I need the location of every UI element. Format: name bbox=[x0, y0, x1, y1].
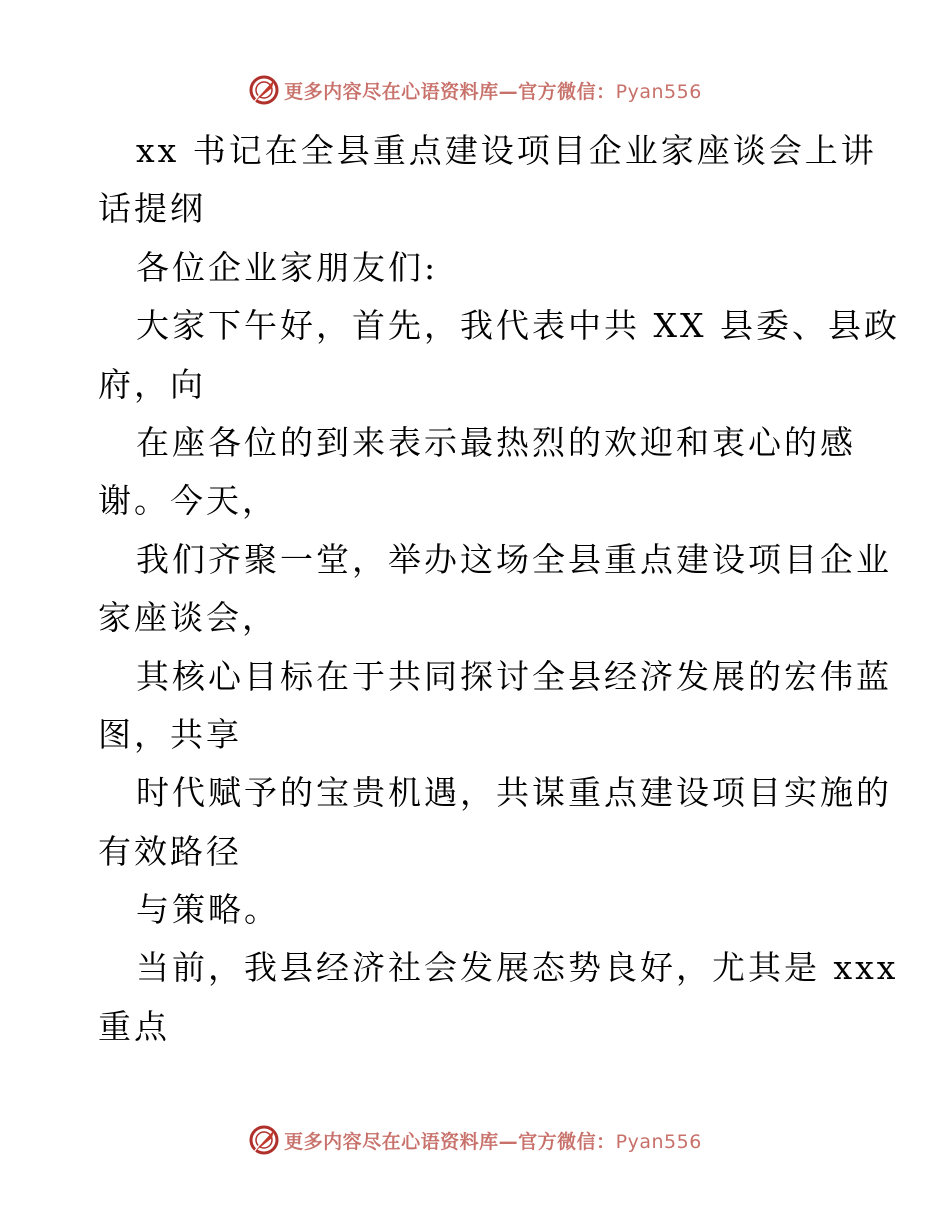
text-line: 谢。今天， bbox=[98, 481, 278, 521]
header-watermark bbox=[0, 70, 950, 110]
text-line: 重点 bbox=[98, 1006, 170, 1046]
text-line: 时代赋予的宝贵机遇，共谋重点建设项目实施的 bbox=[136, 773, 892, 813]
text-line: 与策略。 bbox=[136, 890, 280, 930]
quill-logo-icon bbox=[248, 74, 280, 106]
text-line: 话提纲 bbox=[98, 189, 206, 229]
text-line: 图，共享 bbox=[98, 714, 242, 754]
footer-watermark bbox=[0, 1120, 950, 1160]
text-line: 府，向 bbox=[98, 364, 206, 404]
text-line: 家座谈会， bbox=[98, 598, 278, 638]
text-line: 各位企业家朋友们: bbox=[136, 247, 439, 287]
watermark-text: 更多内容尽在心语资料库—官方微信：Pyan556 bbox=[284, 1130, 702, 1153]
text-line: 其核心目标在于共同探讨全县经济发展的宏伟蓝 bbox=[136, 656, 892, 696]
text-line: 有效路径 bbox=[98, 831, 242, 871]
text-line: xx 书记在全县重点建设项目企业家座谈会上讲 bbox=[136, 131, 877, 170]
text-line: 在座各位的到来表示最热烈的欢迎和衷心的感 bbox=[136, 422, 856, 462]
watermark-account: Pyan556 bbox=[615, 80, 702, 103]
watermark-text: 更多内容尽在心语资料库—官方微信：Pyan556 bbox=[284, 80, 702, 103]
quill-logo-icon bbox=[248, 1124, 280, 1156]
text-line: 当前，我县经济社会发展态势良好，尤其是 xxx bbox=[136, 948, 899, 988]
text-line: 我们齐聚一堂，举办这场全县重点建设项目企业 bbox=[136, 539, 892, 579]
text-line: 大家下午好，首先，我代表中共 XX 县委、县政 bbox=[136, 306, 900, 346]
document-body bbox=[98, 122, 900, 1056]
watermark-account: Pyan556 bbox=[615, 1130, 702, 1153]
